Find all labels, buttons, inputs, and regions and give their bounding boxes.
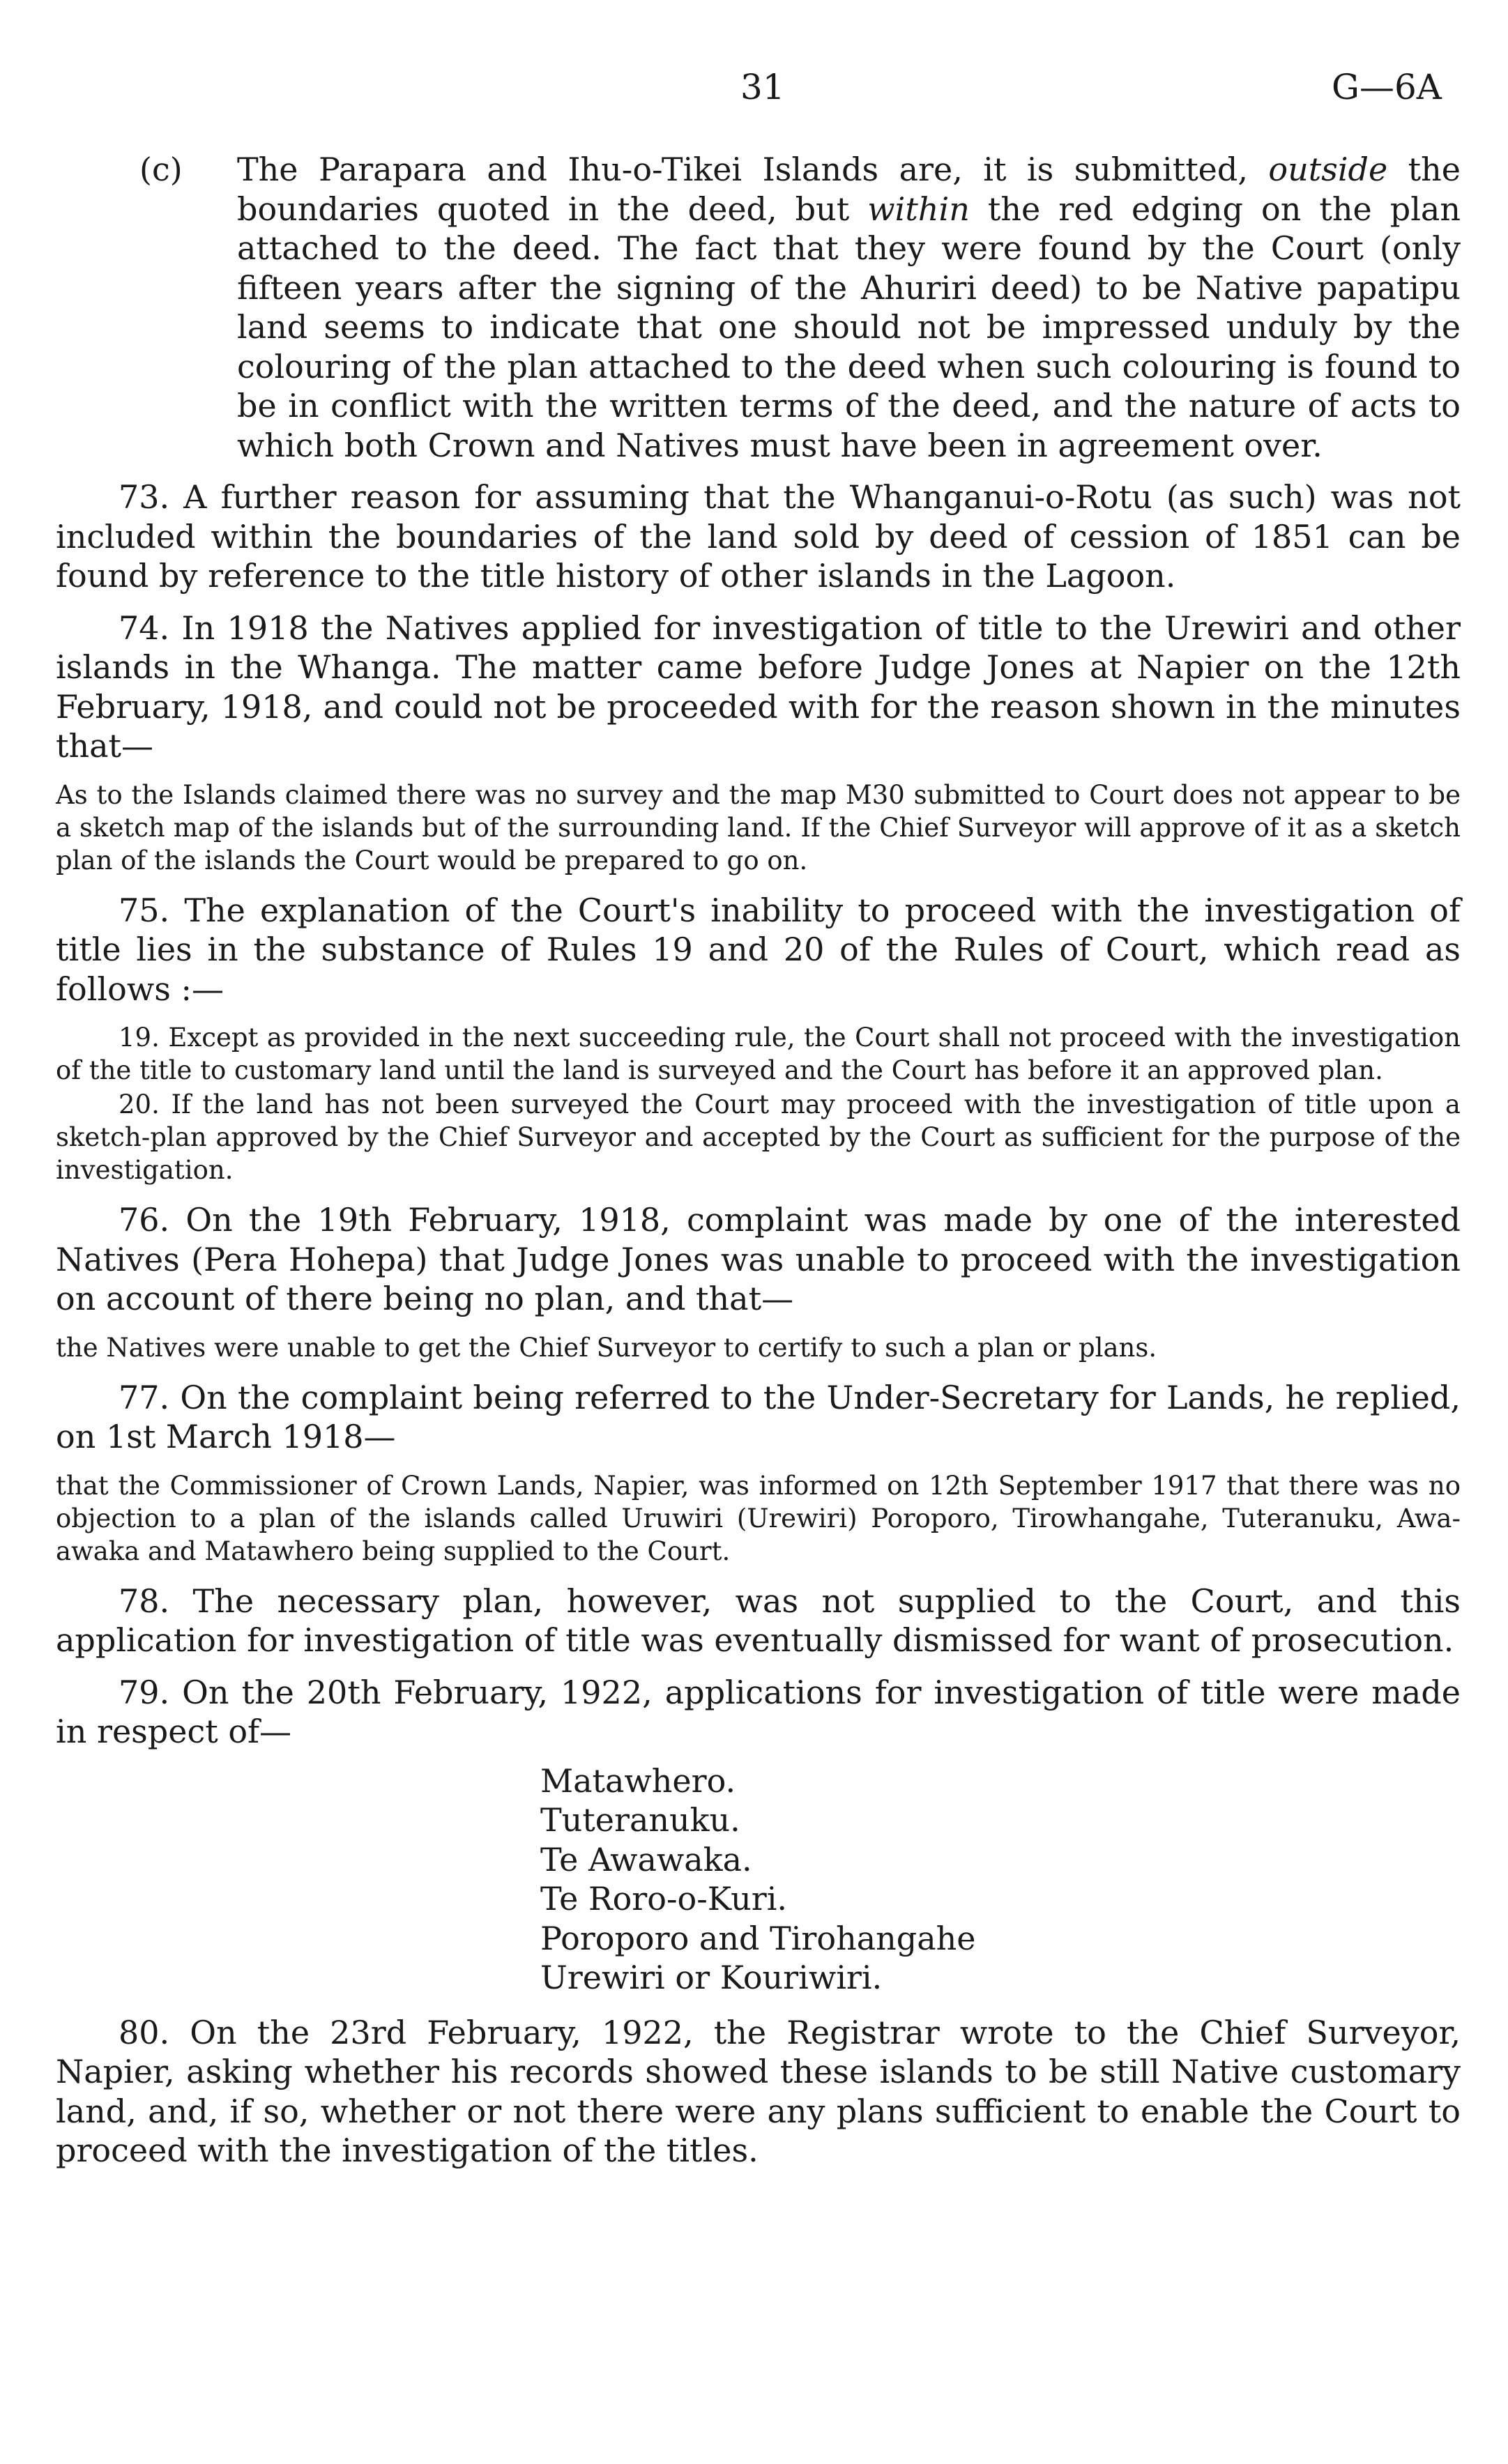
paragraph-76: 76. On the 19th February, 1918, complaint was made by one of the interested Natives (Pera Hohepa) that Judge Jones was unable to proceed with the investigation on account of there being no plan, and that—: [56, 1201, 1461, 1317]
island-list: [56, 1761, 1461, 1998]
emphasis-within: within: [867, 190, 970, 228]
list-item: Matawhero.: [540, 1761, 736, 1800]
quote-complaint: the Natives were unable to get the Chief Surveyor to certify to such a plan or plans.: [56, 1332, 1157, 1363]
list-item: Te Roro-o-Kuri.: [540, 1880, 788, 1918]
series-code: G—6A: [1332, 67, 1442, 107]
emphasis-outside: outside: [1268, 151, 1388, 188]
page-header: [0, 67, 1508, 116]
paragraph-text: The Parapara and Ihu-o-Tikei Islands are, it is submitted,: [237, 151, 1269, 188]
quote-minutes: As to the Islands claimed there was no survey and the map M30 submitted to Court does not appear to be a sketch map of the islands but of the surrounding land. If the Chief Surveyor will approve of it as a sketch plan of the islands the Court would be prepared to go on.: [56, 779, 1461, 875]
list-item: Te Awawaka.: [540, 1840, 752, 1878]
paragraph-78: 78. The necessary plan, however, was not supplied to the Court, and this application for investigation of title was eventually dismissed for want of prosecution.: [56, 1582, 1461, 1659]
quote-reply: that the Commissioner of Crown Lands, Napier, was informed on 12th September 1917 that there was no objection to a plan of the islands called Uruwiri (Urewiri) Poroporo, Tirowhangahe, Tuteranuku, Awa-awaka and Matawhero being supplied to the Court.: [56, 1470, 1461, 1566]
paragraph-74: 74. In 1918 the Natives applied for investigation of title to the Urewiri and other islands in the Whanga. The matter came before Judge Jones at Napier on the 12th February, 1918, and could not be proceeded with for the reason shown in the minutes that—: [56, 609, 1461, 765]
paragraph-label: (c): [139, 151, 183, 188]
list-item: Poroporo and Tirohangahe: [540, 1919, 976, 1957]
paragraph-text: the boundaries quoted in the deed, but: [237, 151, 1461, 228]
rule-19: 19. Except as provided in the next succeeding rule, the Court shall not proceed with the investigation of the title to customary land until the land is surveyed and the Court has before it an approved plan.: [56, 1023, 1461, 1085]
paragraph-73: 73. A further reason for assuming that the Whanganui-o-Rotu (as such) was not included within the boundaries of the land sold by deed of cession of 1851 can be found by reference to the title history of other islands in the Lagoon.: [56, 478, 1461, 595]
document-body: [56, 150, 1461, 2183]
paragraph-text: the red edging on the plan attached to the deed. The fact that they were found by the Court (only fifteen years after the signing of the Ahuriri deed) to be Native papatipu land seems to indicate that one should not be impressed unduly by the colouring of the plan attached to the deed when such colouring is found to be in conflict with the written terms of the deed, and the nature of acts to which both Crown and Natives must have been in agreement over.: [237, 190, 1461, 464]
list-item: Urewiri or Kouriwiri.: [540, 1959, 883, 1996]
paragraph-75: 75. The explanation of the Court's inability to proceed with the investigation of title lies in the substance of Rules 19 and 20 of the Rules of Court, which read as follows :—: [56, 891, 1461, 1008]
rule-20: 20. If the land has not been surveyed the Court may proceed with the investigation of title upon a sketch-plan approved by the Chief Surveyor and accepted by the Court as sufficient for the purpose of the investigation.: [56, 1089, 1461, 1185]
paragraph-80: 80. On the 23rd February, 1922, the Registrar wrote to the Chief Surveyor, Napier, asking whether his records showed these islands to be still Native customary land, and, if so, whether or not there were any plans sufficient to enable the Court to proceed with the investigation of the titles.: [56, 2013, 1461, 2169]
paragraph-79: 79. On the 20th February, 1922, applications for investigation of title were made in respect of—: [56, 1673, 1461, 1750]
list-item: Tuteranuku.: [540, 1801, 740, 1839]
paragraph-77: 77. On the complaint being referred to the Under-Secretary for Lands, he replied, on 1st March 1918—: [56, 1378, 1461, 1455]
page-number: 31: [740, 67, 785, 107]
paragraph-c: [56, 150, 1461, 465]
